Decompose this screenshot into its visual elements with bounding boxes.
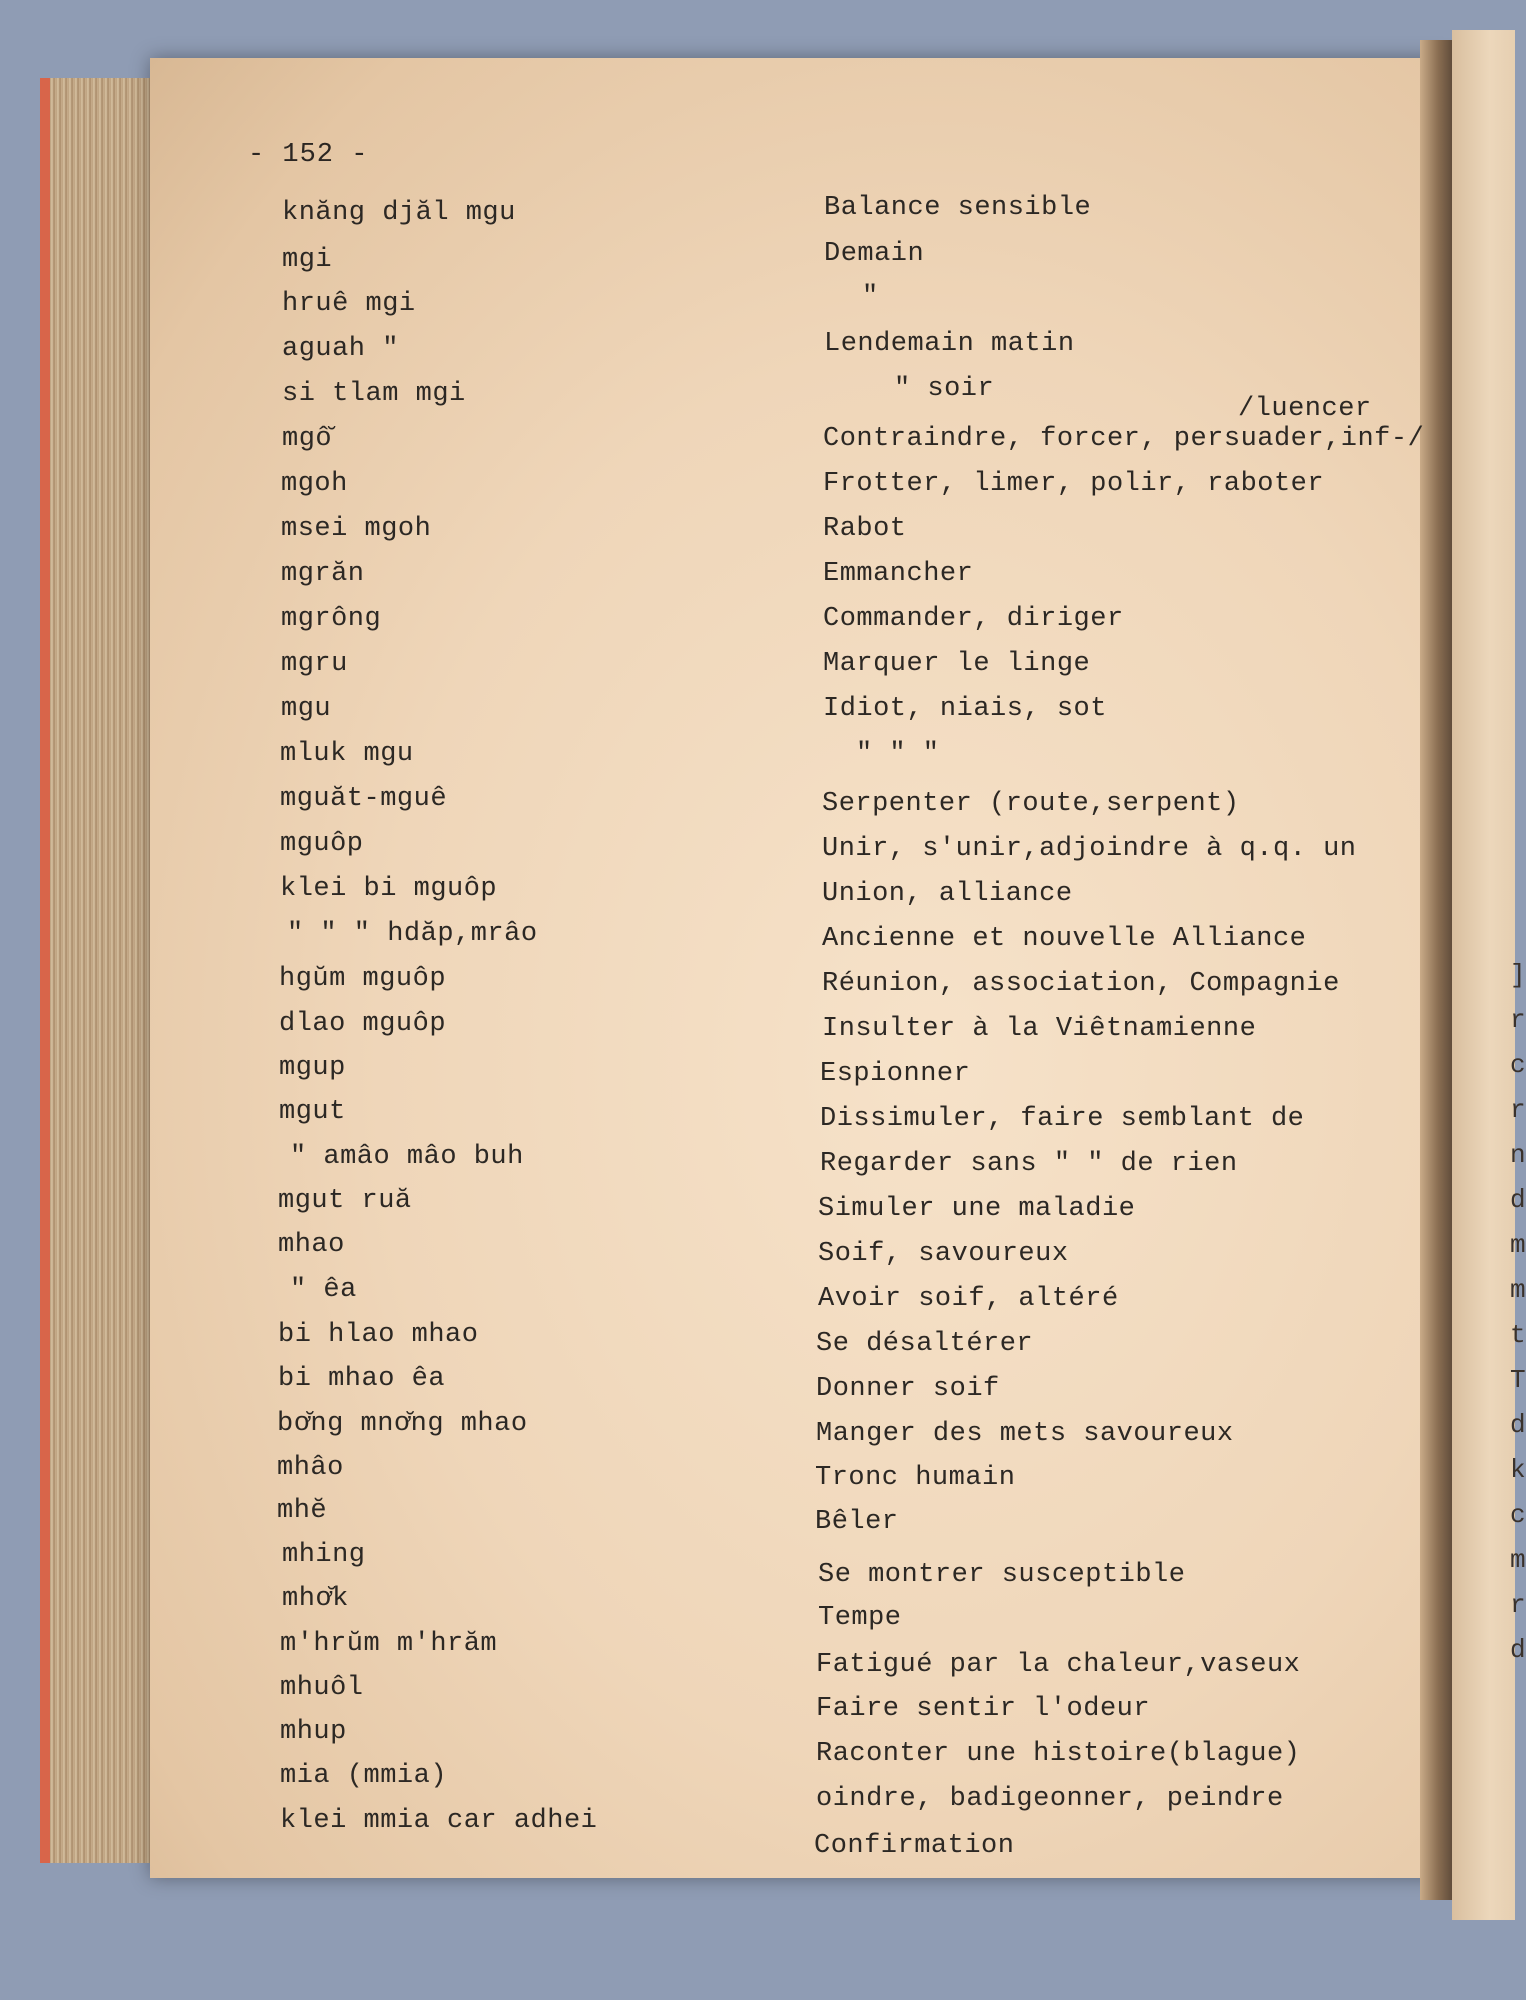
term-entry: mhâo (277, 1453, 344, 1483)
term-entry: aguah " (282, 334, 399, 364)
translation-entry: Rabot (823, 514, 907, 544)
translation-entry: Se montrer susceptible (818, 1560, 1186, 1590)
term-entry: mhao (278, 1230, 345, 1260)
translation-entry: Se désaltérer (816, 1329, 1034, 1359)
term-entry: knăng djăl mgu (282, 198, 516, 228)
term-entry: m'hrŭm m'hrăm (280, 1629, 498, 1659)
term-entry: si tlam mgi (282, 379, 466, 409)
term-entry: " amâo mâo buh (290, 1142, 524, 1172)
term-entry: mgru (281, 649, 348, 679)
translation-entry: Faire sentir l'odeur (816, 1694, 1151, 1724)
term-entry: mguôp (280, 829, 364, 859)
translation-entry: Fatigué par la chaleur,vaseux (816, 1650, 1301, 1680)
facing-page-fragment: T (1510, 1365, 1526, 1395)
term-entry: mgrăn (281, 559, 365, 589)
translation-entry: Emmancher (823, 559, 974, 589)
translation-entry: Unir, s'unir,adjoindre à q.q. un (822, 834, 1357, 864)
facing-page-fragment: m (1510, 1545, 1526, 1575)
translation-entry: Lendemain matin (824, 329, 1075, 359)
term-entry: klei mmia car adhei (280, 1806, 598, 1836)
book-page-edges (40, 78, 155, 1863)
translation-entry: Regarder sans " " de rien (820, 1149, 1238, 1179)
facing-page-fragment: m (1510, 1230, 1526, 1260)
term-entry: mgup (279, 1053, 346, 1083)
translation-entry: Espionner (820, 1059, 971, 1089)
term-entry: klei bi mguôp (280, 874, 498, 904)
term-entry: mgut (279, 1097, 346, 1127)
term-entry: hgŭm mguôp (279, 964, 447, 994)
translation-entry: Frotter, limer, polir, raboter (823, 469, 1325, 499)
translation-entry: " " " (856, 739, 940, 769)
facing-page (1452, 30, 1526, 1920)
translation-entry: Confirmation (814, 1831, 1015, 1861)
facing-page-fragment: c (1510, 1050, 1526, 1080)
page-number: - 152 - (248, 140, 369, 170)
translation-entry: Tempe (818, 1603, 902, 1633)
term-entry: mhĕ (277, 1496, 328, 1526)
facing-page-fragment: r (1510, 1005, 1526, 1035)
translation-entry: Dissimuler, faire semblant de (820, 1104, 1305, 1134)
facing-page-fragment: k (1510, 1455, 1526, 1485)
translation-entry: " (862, 282, 879, 312)
translation-entry: Demain (824, 239, 925, 269)
translation-entry: Marquer le linge (823, 649, 1091, 679)
term-entry: " " " hdăp,mrâo (287, 919, 538, 949)
facing-page-fragment: m (1510, 1275, 1526, 1305)
term-entry: hruê mgi (282, 289, 416, 319)
facing-page-fragment: t (1510, 1320, 1526, 1350)
term-entry: bi hlao mhao (278, 1320, 479, 1350)
facing-page-fragment: r (1510, 1590, 1526, 1620)
term-entry: mia (mmia) (280, 1761, 448, 1791)
term-entry: mhuôl (280, 1673, 364, 1703)
facing-page-fragment: d (1510, 1410, 1526, 1440)
facing-page-fragment: ] (1510, 960, 1526, 990)
translation-entry: Commander, diriger (823, 604, 1124, 634)
translation-entry: /luencer (1238, 394, 1372, 424)
translation-entry: Manger des mets savoureux (816, 1419, 1234, 1449)
facing-page-fragment: n (1510, 1140, 1526, 1170)
translation-entry: Ancienne et nouvelle Alliance (822, 924, 1307, 954)
facing-page-fragment: c (1510, 1500, 1526, 1530)
translation-entry: Idiot, niais, sot (823, 694, 1107, 724)
term-entry: dlao mguôp (279, 1009, 447, 1039)
translation-entry: Simuler une maladie (818, 1194, 1136, 1224)
facing-page-fragment: r (1510, 1095, 1526, 1125)
translation-entry: Serpenter (route,serpent) (822, 789, 1240, 819)
term-entry: " êa (290, 1275, 357, 1305)
term-entry: bi mhao êa (278, 1364, 446, 1394)
translation-entry: oindre, badigeonner, peindre (816, 1784, 1284, 1814)
translation-entry: Réunion, association, Compagnie (822, 969, 1340, 999)
facing-page-fragment: d (1510, 1635, 1526, 1665)
translation-entry: Contraindre, forcer, persuader,inf-/ (823, 424, 1425, 454)
translation-entry: Donner soif (816, 1374, 1000, 1404)
term-entry: msei mgoh (281, 514, 432, 544)
translation-entry: Union, alliance (822, 879, 1073, 909)
translation-entry: Raconter une histoire(blague) (816, 1739, 1301, 1769)
translation-entry: Insulter à la Viêtnamienne (822, 1014, 1257, 1044)
term-entry: mluk mgu (280, 739, 414, 769)
facing-page-fragment: d (1510, 1185, 1526, 1215)
translation-entry: Tronc humain (815, 1463, 1016, 1493)
translation-entry: Balance sensible (824, 193, 1092, 223)
term-entry: mguăt-mguê (280, 784, 448, 814)
term-entry: mgrông (281, 604, 382, 634)
translation-entry: Bêler (815, 1507, 899, 1537)
term-entry: mhơ̆k (282, 1584, 349, 1614)
term-entry: mgu (281, 694, 332, 724)
term-entry: mgut ruă (278, 1186, 412, 1216)
term-entry: mgi (282, 245, 333, 275)
term-entry: mgoh (281, 469, 348, 499)
term-entry: mhup (280, 1717, 347, 1747)
translation-entry: " soir (894, 374, 995, 404)
term-entry: mgô̆ (282, 424, 333, 454)
term-entry: bơ̆ng mnơ̆ng mhao (277, 1409, 528, 1439)
term-entry: mhing (282, 1540, 366, 1570)
translation-entry: Avoir soif, altéré (818, 1284, 1119, 1314)
translation-entry: Soif, savoureux (818, 1239, 1069, 1269)
